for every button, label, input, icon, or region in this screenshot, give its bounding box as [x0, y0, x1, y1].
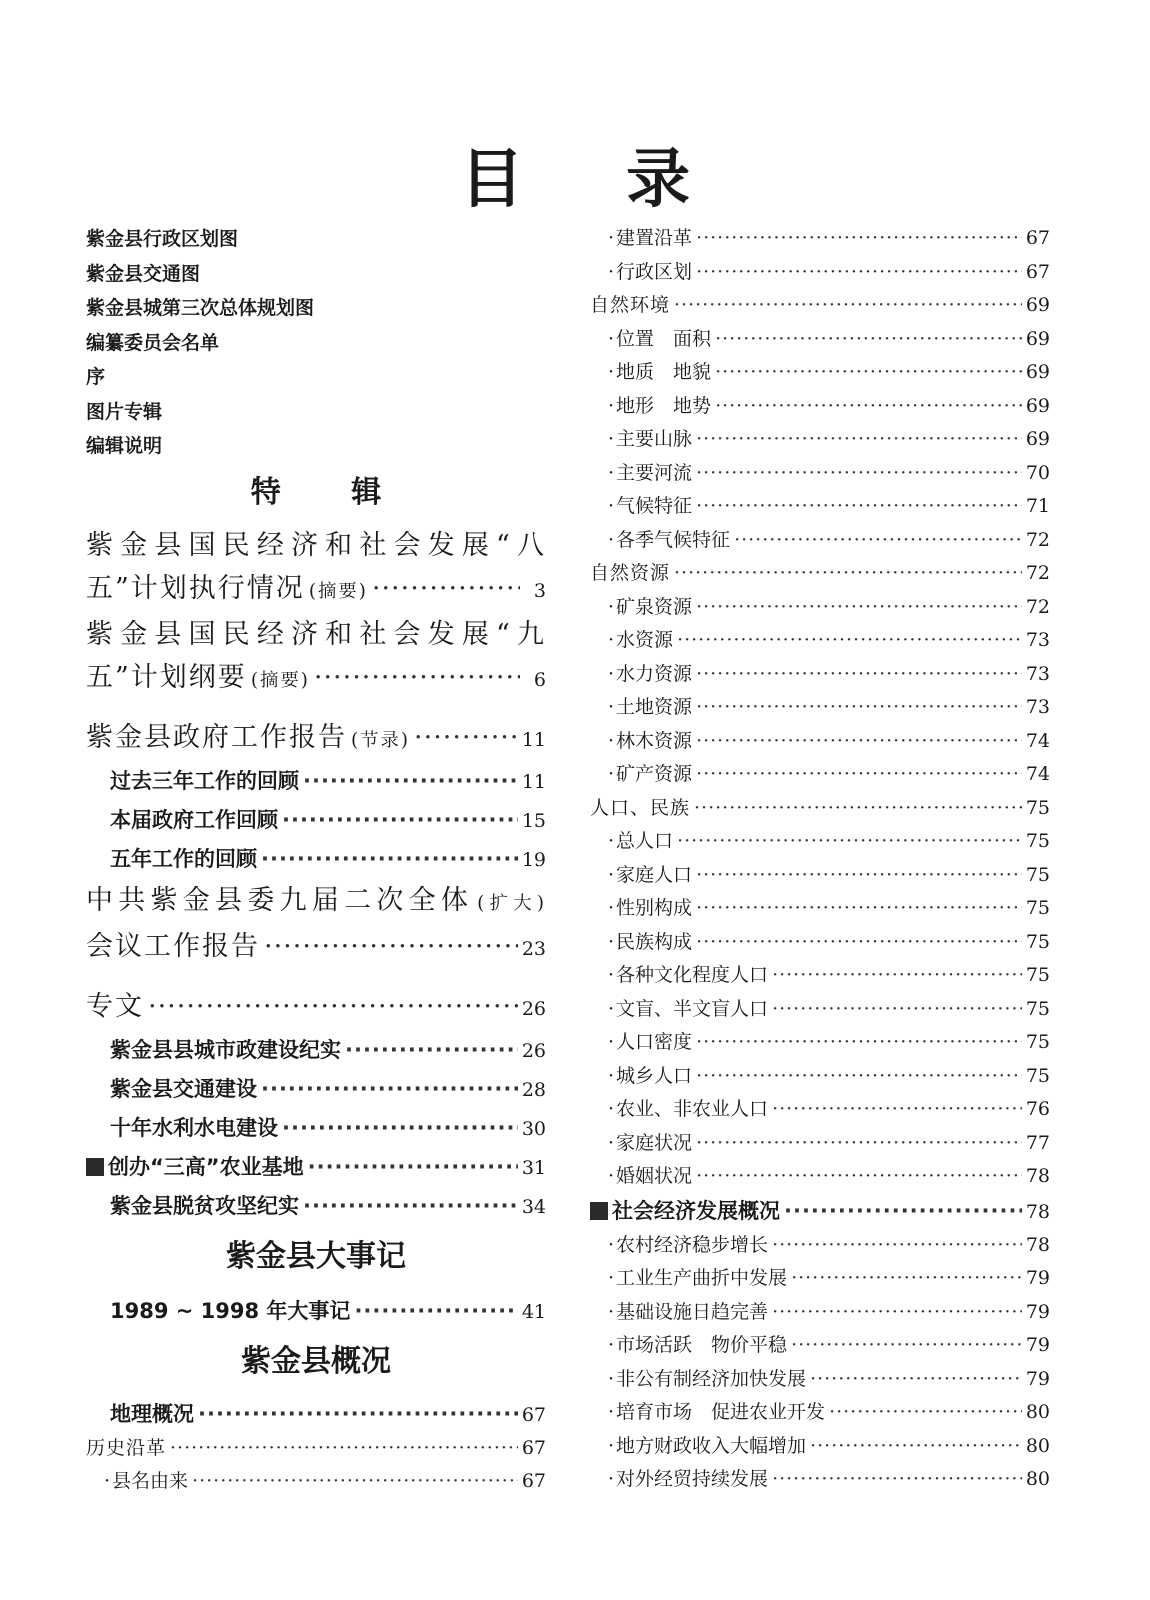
entry-title-wrap	[608, 1060, 692, 1094]
entry-title: 工业生产曲折中发展	[616, 1267, 788, 1289]
page-number: 34	[521, 1195, 546, 1218]
entry-title: 紫金县脱贫攻坚纪实	[110, 1193, 299, 1218]
toc-subentry[interactable]	[590, 1093, 1050, 1127]
entry-title: 基础设施日趋完善	[616, 1300, 769, 1323]
entry-title: 建置沿革	[616, 227, 693, 249]
dot-leader	[354, 1292, 517, 1330]
entry-title-wrap	[608, 1093, 768, 1127]
entry-title: 专文	[86, 990, 144, 1022]
toc-subentry[interactable]	[86, 801, 546, 840]
entry-title: 家庭人口	[616, 863, 693, 886]
toc-subentry[interactable]	[590, 591, 1050, 625]
dot-leader	[734, 524, 1022, 558]
dot-leader	[303, 1187, 518, 1225]
dot-leader	[198, 1397, 518, 1431]
dot-leader	[282, 801, 518, 839]
page-number: 67	[521, 1436, 546, 1459]
front-matter-item[interactable]: 紫金县交通图	[86, 262, 201, 285]
page-number: 70	[1025, 461, 1050, 484]
page-number: 19	[521, 848, 546, 871]
toc-entry-plan-9[interactable]	[86, 613, 546, 702]
page-number: 75	[1025, 1064, 1050, 1087]
entry-title: 城乡人口	[616, 1064, 693, 1087]
entry-title-wrap	[608, 323, 711, 357]
entry-note: (扩大)	[477, 892, 547, 914]
front-matter-item[interactable]: 编辑说明	[86, 435, 163, 457]
toc-subentry[interactable]	[590, 1396, 1050, 1430]
entry-title: 矿产资源	[616, 763, 693, 785]
entry-title-wrap	[608, 1229, 768, 1263]
entry-title: 地理概况	[110, 1401, 194, 1426]
entry-title-wrap	[608, 926, 692, 960]
toc-subentry[interactable]	[86, 1070, 546, 1109]
page-number: 31	[521, 1156, 546, 1179]
dot-leader	[772, 1296, 1022, 1330]
dot-leader	[170, 1432, 518, 1466]
toc-subentry[interactable]	[590, 926, 1050, 960]
page-number: 26	[521, 997, 546, 1020]
dot-leader	[261, 840, 518, 878]
entry-title-wrap	[608, 658, 692, 692]
toc-subentry[interactable]	[590, 1060, 1050, 1094]
page-number: 78	[1025, 1233, 1050, 1256]
dot-leader	[696, 1160, 1022, 1194]
entry-title: 农业、非农业人口	[616, 1098, 769, 1120]
entry-note: (节录)	[351, 729, 411, 751]
entry-title: 矿泉资源	[616, 595, 693, 618]
entry-title: · 县名由来	[104, 1465, 188, 1499]
page-number: 69	[1025, 294, 1050, 316]
dot-leader	[372, 567, 520, 610]
entry-title: 林木资源	[616, 729, 693, 752]
page-number: 30	[521, 1117, 546, 1140]
entry-title-wrap	[608, 1329, 787, 1363]
entry-title: 自然环境	[590, 294, 671, 316]
entry-title: 紫金县政府工作报告	[86, 721, 347, 753]
entry-title-wrap	[590, 557, 670, 591]
entry-title: 农村经济稳步增长	[616, 1233, 769, 1256]
dot-leader	[715, 390, 1022, 424]
entry-title: 五”计划执行情况	[86, 572, 305, 604]
page-number: 15	[521, 809, 546, 832]
toc-subentry[interactable]	[590, 423, 1050, 457]
toc-subentry[interactable]	[590, 892, 1050, 926]
entry-title-wrap	[608, 490, 692, 524]
page-number: 41	[521, 1300, 546, 1323]
entry-title: 人口密度	[616, 1031, 693, 1053]
entry-title-wrap	[608, 1396, 825, 1430]
entry-title: 紫金县交通建设	[110, 1076, 257, 1101]
page-number: 79	[1025, 1267, 1050, 1289]
toc-subentry[interactable]	[590, 1160, 1050, 1194]
toc-subentry[interactable]	[86, 1187, 546, 1226]
entry-title: 水力资源	[616, 662, 693, 685]
dot-leader	[772, 959, 1022, 993]
page-number: 23	[521, 937, 546, 960]
dot-leader	[282, 1109, 518, 1147]
page-number: 71	[1025, 495, 1050, 517]
entry-title-line: 中共紫金县委九届二次全体 (扩大)	[86, 884, 547, 916]
toc-subentry[interactable]	[590, 959, 1050, 993]
entry-title: 气候特征	[616, 495, 693, 517]
entry-title: 五年工作的回顾	[110, 846, 257, 871]
page-number: 69	[1025, 327, 1050, 350]
entry-title: 地质 地貌	[616, 361, 712, 383]
entry-title-wrap	[608, 993, 768, 1027]
entry-title: 总人口	[616, 830, 674, 852]
entry-title-wrap	[608, 1463, 768, 1497]
dot-leader	[696, 490, 1022, 524]
page-number: 11	[521, 770, 546, 793]
toc-subentry[interactable]	[590, 256, 1050, 290]
dot-leader	[715, 356, 1022, 390]
dot-leader	[829, 1396, 1022, 1430]
toc-subentry[interactable]	[86, 1465, 546, 1499]
entry-title: 行政区划	[616, 260, 693, 283]
dot-leader	[696, 591, 1022, 625]
page-number: 75	[1025, 930, 1050, 953]
page-number: 78	[1025, 1165, 1050, 1187]
dot-leader	[784, 1194, 1022, 1228]
entry-title-wrap	[590, 289, 670, 323]
page-number: 69	[1025, 428, 1050, 450]
page-number: 75	[1025, 897, 1050, 919]
dot-leader	[345, 1031, 518, 1069]
page-number: 69	[1025, 394, 1050, 417]
entry-title-wrap	[608, 222, 692, 256]
entry-title-wrap	[608, 1026, 692, 1060]
page-number: 67	[521, 1403, 546, 1426]
page-number: 28	[521, 1078, 546, 1101]
entry-title-wrap	[608, 859, 692, 893]
toc-subentry[interactable]	[590, 222, 1050, 256]
entry-title-wrap	[608, 256, 692, 290]
dot-leader	[696, 691, 1022, 725]
dot-leader	[414, 716, 518, 759]
entry-title: 五”计划纲要	[86, 661, 247, 693]
entry-title-wrap	[608, 624, 673, 658]
entry-note: (摘要)	[308, 580, 368, 602]
entry-title: 1989 ~ 1998 年大事记	[110, 1298, 351, 1323]
front-matter-item[interactable]: 编纂委员会名单	[86, 331, 220, 354]
dot-leader	[677, 624, 1022, 658]
entry-title-wrap	[608, 1363, 806, 1397]
toc-subentry[interactable]	[590, 658, 1050, 692]
dot-leader	[694, 792, 1022, 826]
page-number: 77	[1025, 1131, 1050, 1154]
dot-leader	[696, 892, 1022, 926]
entry-title-wrap	[608, 1262, 787, 1296]
page-number: 72	[1025, 528, 1050, 551]
toc-subentry[interactable]	[590, 993, 1050, 1027]
toc-subentry[interactable]	[590, 1229, 1050, 1263]
entry-title-wrap	[608, 1430, 806, 1464]
page-number: 72	[1025, 562, 1050, 584]
page-number: 73	[1025, 629, 1050, 651]
entry-title: 创办“三高”农业基地	[108, 1154, 304, 1179]
dot-leader	[696, 725, 1022, 759]
entry-title-wrap	[608, 691, 692, 725]
entry-title-wrap	[608, 725, 692, 759]
dot-leader	[674, 557, 1022, 591]
page-number: 75	[1025, 997, 1050, 1020]
entry-title: 地方财政收入大幅增加	[616, 1434, 807, 1457]
toc-subentry[interactable]	[590, 1329, 1050, 1363]
page-number: 75	[1025, 964, 1050, 986]
entry-title-wrap	[608, 1127, 692, 1161]
toc-entry-plan-8[interactable]	[86, 524, 546, 613]
toc-entry-history[interactable]	[86, 1432, 546, 1466]
square-bullet-icon	[86, 1158, 104, 1176]
dot-leader	[264, 925, 518, 968]
dot-leader	[772, 993, 1022, 1027]
toc-subentry[interactable]	[590, 524, 1050, 558]
page-number: 75	[1025, 830, 1050, 852]
entry-title: 会议工作报告	[86, 930, 260, 962]
dot-leader	[192, 1465, 518, 1499]
entry-title-wrap	[608, 892, 692, 926]
toc-entry-gov-report[interactable]	[86, 716, 546, 762]
page-number: 67	[521, 1470, 546, 1492]
toc-subentry[interactable]	[590, 859, 1050, 893]
toc-left-column	[86, 222, 546, 1499]
toc-entry[interactable]	[590, 289, 1050, 323]
dot-leader	[674, 289, 1022, 323]
page-number: 72	[1025, 595, 1050, 618]
dot-leader	[810, 1430, 1022, 1464]
dot-leader	[308, 1148, 518, 1186]
toc-entry-party-report[interactable]	[86, 879, 546, 971]
entry-title-wrap	[608, 758, 692, 792]
section-heading-overview: 紫金县概况	[241, 1343, 391, 1379]
toc-subentry[interactable]	[86, 762, 546, 801]
page-number: 74	[1025, 763, 1050, 785]
dot-leader	[772, 1229, 1022, 1263]
dot-leader	[715, 323, 1022, 357]
toc-subentry[interactable]	[590, 323, 1050, 357]
page-number: 80	[1025, 1401, 1050, 1423]
entry-title: 非公有制经济加快发展	[616, 1367, 807, 1390]
page-number: 75	[1025, 796, 1050, 819]
entry-title: 对外经贸持续发展	[616, 1468, 769, 1490]
dot-leader	[696, 1026, 1022, 1060]
entry-title-wrap	[590, 1194, 780, 1228]
entry-note: (摘要)	[250, 669, 310, 691]
toc-entry[interactable]	[590, 1194, 1050, 1229]
toc-entry-special-articles[interactable]	[86, 985, 546, 1031]
dot-leader	[696, 758, 1022, 792]
toc-right-column	[590, 222, 1050, 1497]
toc-subentry[interactable]	[86, 1031, 546, 1070]
dot-leader	[791, 1329, 1022, 1363]
toc-subentry[interactable]	[86, 840, 546, 879]
toc-entry-chronicle[interactable]	[86, 1292, 546, 1331]
entry-title: 土地资源	[616, 696, 693, 718]
page-number: 75	[1025, 1031, 1050, 1053]
page-number: 3	[533, 579, 546, 602]
entry-title: 各种文化程度人口	[616, 964, 769, 986]
toc-entry-geography[interactable]	[86, 1397, 546, 1432]
dot-leader	[810, 1363, 1022, 1397]
dot-leader	[677, 825, 1022, 859]
dot-leader	[696, 1127, 1022, 1161]
toc-subentry[interactable]	[590, 1262, 1050, 1296]
entry-title: 性别构成	[616, 897, 693, 919]
entry-title: 位置 面积	[616, 327, 712, 350]
entry-title-wrap	[608, 356, 711, 390]
dot-leader	[303, 762, 518, 800]
dot-leader	[696, 1060, 1022, 1094]
toc-subentry[interactable]	[590, 624, 1050, 658]
section-heading-events: 紫金县大事记	[226, 1238, 406, 1274]
dot-leader	[148, 985, 518, 1028]
toc-subentry[interactable]	[590, 490, 1050, 524]
toc-subentry[interactable]	[590, 1127, 1050, 1161]
entry-title-wrap	[608, 457, 692, 491]
entry-title-wrap	[608, 825, 673, 859]
toc-entry[interactable]	[590, 557, 1050, 591]
toc-subentry[interactable]	[590, 691, 1050, 725]
front-matter-item[interactable]: 图片专辑	[86, 400, 163, 423]
square-bullet-icon	[590, 1202, 608, 1220]
dot-leader	[314, 656, 520, 699]
entry-title: 本届政府工作回顾	[110, 807, 278, 832]
entry-title: 水资源	[616, 629, 674, 651]
toc-subentry[interactable]	[86, 1109, 546, 1148]
entry-title-wrap	[608, 959, 768, 993]
entry-title: 培育市场 促进农业开发	[616, 1401, 826, 1423]
toc-subentry-highlighted[interactable]	[86, 1148, 546, 1187]
toc-subentry[interactable]	[590, 1430, 1050, 1464]
entry-title-wrap	[608, 390, 711, 424]
entry-title: 民族构成	[616, 930, 693, 953]
page-number: 80	[1025, 1434, 1050, 1457]
toc-subentry[interactable]	[590, 725, 1050, 759]
page-number: 80	[1025, 1468, 1050, 1490]
front-matter-item[interactable]: 紫金县城第三次总体规划图	[86, 297, 315, 319]
toc-entry[interactable]	[590, 792, 1050, 826]
page-number: 67	[1025, 260, 1050, 283]
dot-leader	[696, 256, 1022, 290]
entry-title-line: 紫金县国民经济和社会发展“八	[86, 529, 546, 561]
dot-leader	[772, 1093, 1022, 1127]
entry-title: 社会经济发展概况	[612, 1198, 780, 1223]
page-number: 79	[1025, 1334, 1050, 1356]
page-number: 26	[521, 1039, 546, 1062]
toc-subentry[interactable]	[590, 825, 1050, 859]
entry-title-wrap	[608, 524, 730, 558]
toc-subentry[interactable]	[590, 1026, 1050, 1060]
entry-title: 文盲、半文盲人口	[616, 997, 769, 1020]
page-number: 79	[1025, 1367, 1050, 1390]
toc-subentry[interactable]	[590, 1463, 1050, 1497]
page-number: 73	[1025, 696, 1050, 718]
entry-title: 历史沿革	[86, 1436, 167, 1459]
toc-subentry[interactable]	[590, 1296, 1050, 1330]
toc-subentry[interactable]	[590, 356, 1050, 390]
entry-title: 婚姻状况	[616, 1165, 693, 1187]
dot-leader	[791, 1262, 1022, 1296]
entry-title: 市场活跃 物价平稳	[616, 1334, 788, 1356]
dot-leader	[696, 222, 1022, 256]
entry-title: 十年水利水电建设	[110, 1115, 278, 1140]
entry-title-wrap	[590, 792, 690, 826]
dot-leader	[772, 1463, 1022, 1497]
page-title: 目 录	[459, 143, 731, 217]
front-matter-item[interactable]: 紫金县行政区划图	[86, 228, 239, 250]
toc-subentry[interactable]	[590, 390, 1050, 424]
entry-title-wrap	[608, 1160, 692, 1194]
dot-leader	[696, 859, 1022, 893]
page-number: 75	[1025, 863, 1050, 886]
entry-title-wrap	[608, 423, 692, 457]
dot-leader	[696, 658, 1022, 692]
entry-title: 自然资源	[590, 562, 671, 584]
entry-title: 家庭状况	[616, 1131, 693, 1154]
entry-title: 紫金县县城市政建设纪实	[110, 1037, 341, 1062]
page-number: 79	[1025, 1300, 1050, 1323]
entry-title-line: 紫金县国民经济和社会发展“九	[86, 618, 546, 650]
entry-title: 各季气候特征	[616, 528, 731, 551]
entry-title: 主要河流	[616, 461, 693, 484]
entry-title: 地形 地势	[616, 394, 712, 417]
page-number: 74	[1025, 729, 1050, 752]
page-number: 76	[1025, 1098, 1050, 1120]
toc-subentry[interactable]	[590, 1363, 1050, 1397]
entry-title: 人口、民族	[590, 796, 691, 819]
entry-title-wrap	[608, 1296, 768, 1330]
dot-leader	[261, 1070, 518, 1108]
page-number: 73	[1025, 662, 1050, 685]
dot-leader	[696, 423, 1022, 457]
page-number: 11	[521, 728, 546, 751]
dot-leader	[696, 926, 1022, 960]
toc-subentry[interactable]	[590, 457, 1050, 491]
dot-leader	[696, 457, 1022, 491]
toc-subentry[interactable]	[590, 758, 1050, 792]
entry-title-wrap	[608, 591, 692, 625]
page-number: 6	[533, 668, 546, 691]
page-number: 67	[1025, 227, 1050, 249]
page-number: 78	[1025, 1200, 1050, 1223]
page-number: 69	[1025, 361, 1050, 383]
entry-title: 过去三年工作的回顾	[110, 768, 299, 793]
front-matter-item[interactable]: 序	[86, 366, 106, 388]
section-heading-special: 特 辑	[250, 474, 412, 510]
entry-title: 主要山脉	[616, 428, 693, 450]
